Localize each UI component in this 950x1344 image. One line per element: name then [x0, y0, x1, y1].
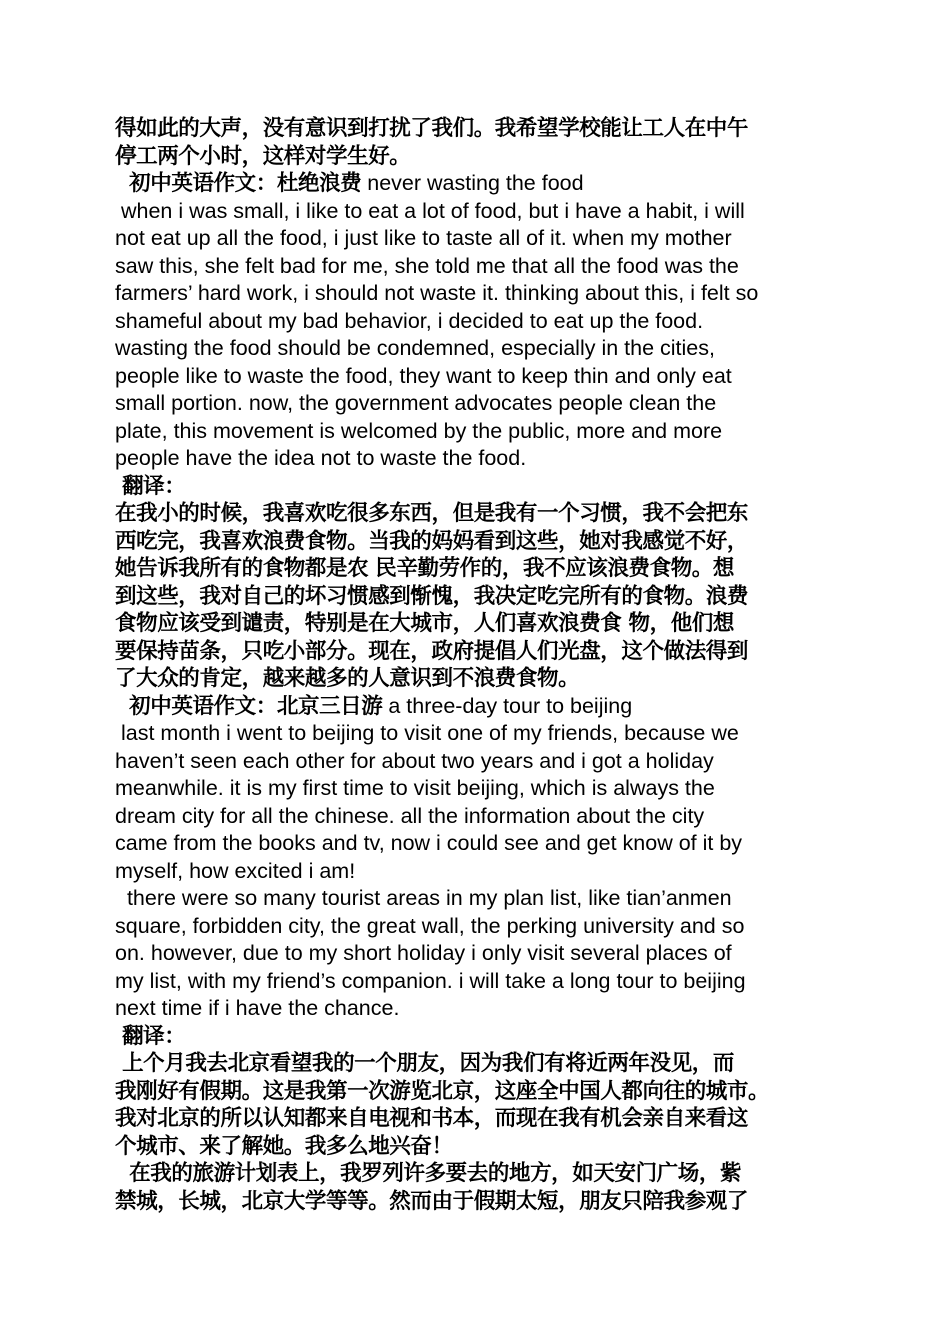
english-text-line: came from the books and tv, now i could see and get know of it by	[115, 831, 743, 855]
english-text-line: shameful about my bad behavior, i decided to eat up the food.	[115, 308, 704, 333]
chinese-text-line: 西吃完，我喜欢浪费食物。当我的妈妈看到这些，她对我感觉不好，	[115, 528, 749, 554]
english-text-line: my list, with my friend’s companion. i will take a long tour to beijing	[115, 968, 746, 993]
document-body	[115, 115, 845, 1215]
english-text-line: myself, how excited i am!	[115, 858, 356, 883]
english-text-line: not eat up all the food, i just like to taste all of it. when my mother	[115, 226, 732, 250]
english-text-line: people have the idea not to waste the food.	[115, 446, 527, 470]
chinese-text-line: 我对北京的所以认知都来自电视和书本，而现在我有机会亲自来看这	[115, 1106, 749, 1131]
chinese-text-line: 禁城，长城，北京大学等等。然而由于假期太短，朋友只陪我参观了	[115, 1188, 749, 1214]
english-text-line: plate, this movement is welcomed by the public, more and more	[115, 418, 723, 443]
english-text-line: last month i went to beijing to visit one of my friends, because we	[115, 721, 739, 745]
chinese-text-line: 我刚好有假期。这是我第一次游览北京，这座全中国人都向往的城市。	[115, 1078, 770, 1104]
section-heading	[115, 170, 845, 198]
chinese-text-line: 到这些，我对自己的坏习惯感到惭愧，我决定吃完所有的食物。浪费	[115, 583, 749, 609]
chinese-text-line: 食物应该受到谴责，特别是在大城市，人们喜欢浪费食 物，他们想	[115, 611, 734, 636]
english-text-line: saw this, she felt bad for me, she told me that all the food was the	[115, 253, 739, 278]
english-text-line: next time if i have the chance.	[115, 996, 400, 1020]
english-text-line: when i was small, i like to eat a lot of food, but i have a habit, i will	[115, 198, 745, 223]
english-text-line: square, forbidden city, the great wall, the perking university and so	[115, 913, 745, 938]
section-heading-en: never wasting the food	[361, 171, 584, 195]
chinese-text-line: 她告诉我所有的食物都是农 民辛勤劳作的，我不应该浪费食物。想	[115, 556, 734, 581]
english-text-line: meanwhile. it is my first time to visit beijing, which is always the	[115, 776, 715, 800]
chinese-text-line: 翻译：	[115, 473, 186, 499]
chinese-text-line: 得如此的大声，没有意识到打扰了我们。我希望学校能让工人在中午	[115, 116, 749, 141]
chinese-text-line: 停工两个小时，这样对学生好。	[115, 143, 411, 169]
chinese-text-line: 要保持苗条，只吃小部分。现在，政府提倡人们光盘，这个做法得到	[115, 638, 749, 664]
english-text-line: there were so many tourist areas in my plan list, like tian’anmen	[115, 886, 732, 910]
section-heading	[115, 693, 845, 721]
chinese-text-line: 了大众的肯定，越来越多的人意识到不浪费食物。	[115, 666, 580, 691]
english-text-line: small portion. now, the government advocates people clean the	[115, 391, 717, 415]
section-heading-en: a three-day tour to beijing	[382, 693, 633, 718]
chinese-text-line: 翻译：	[115, 1023, 186, 1049]
section-heading-cn: 初中英语作文：北京三日游	[115, 693, 383, 719]
english-text-line: wasting the food should be condemned, especially in the cities,	[115, 336, 715, 360]
english-text-line: dream city for all the chinese. all the information about the city	[115, 803, 705, 828]
chinese-text-line: 在我小的时候，我喜欢吃很多东西，但是我有一个习惯，我不会把东	[115, 501, 749, 526]
section-heading-cn: 初中英语作文：杜绝浪费	[115, 171, 362, 196]
chinese-text-line: 在我的旅游计划表上，我罗列许多要去的地方，如天安门广场，紫	[115, 1161, 742, 1186]
english-text-line: farmers’ hard work, i should not waste it. thinking about this, i felt so	[115, 281, 759, 305]
chinese-text-line: 个城市、来了解她。我多么地兴奋！	[115, 1133, 453, 1159]
chinese-text-line: 上个月我去北京看望我的一个朋友，因为我们有将近两年没见，而	[115, 1051, 734, 1076]
english-text-line: haven’t seen each other for about two years and i got a holiday	[115, 748, 714, 773]
english-text-line: on. however, due to my short holiday i only visit several places of	[115, 941, 732, 965]
english-text-line: people like to waste the food, they want to keep thin and only eat	[115, 363, 732, 388]
